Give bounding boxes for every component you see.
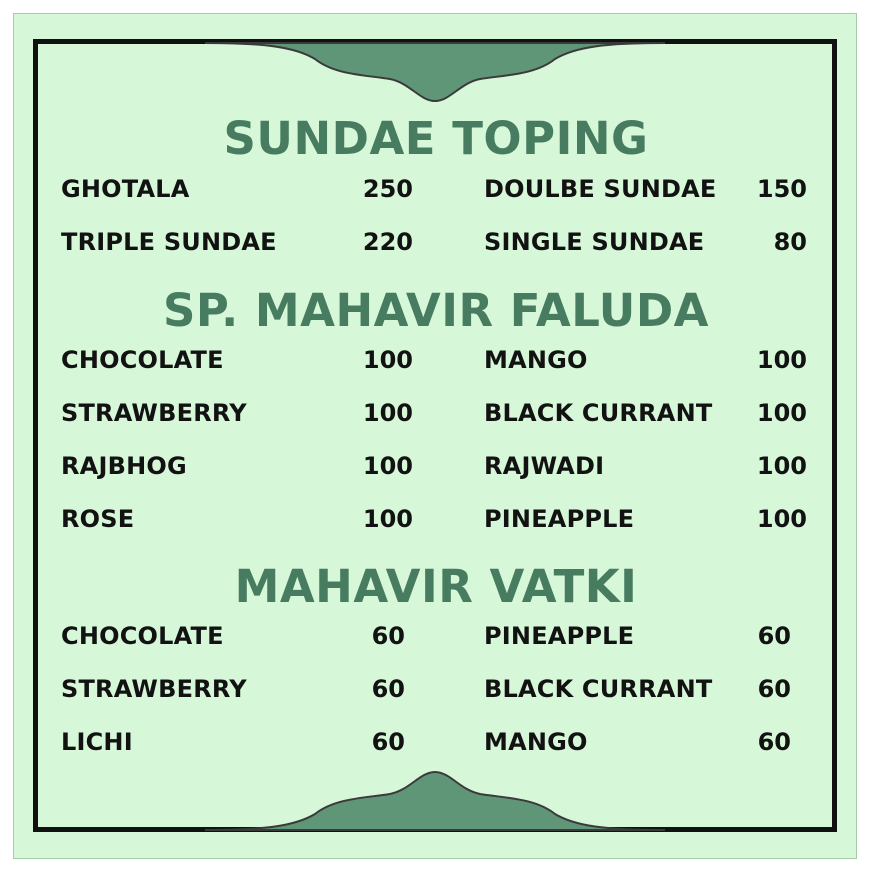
menu-item-name: MANGO [484, 346, 588, 374]
menu-item-price: 60 [757, 728, 791, 756]
menu-item-price: 60 [371, 728, 405, 756]
menu-item-name: TRIPLE SUNDAE [61, 228, 277, 256]
menu-item-price: 100 [756, 452, 807, 480]
menu-item-name: PINEAPPLE [484, 622, 635, 650]
menu-item-name: RAJWADI [484, 452, 605, 480]
menu-item-name: STRAWBERRY [61, 399, 247, 427]
menu-item-name: DOULBE SUNDAE [484, 175, 717, 203]
menu-item-price: 100 [362, 452, 413, 480]
menu-item-name: MANGO [484, 728, 588, 756]
section-title-sp-mahavir-faluda: SP. MAHAVIR FALUDA [162, 284, 709, 337]
menu-item-name: RAJBHOG [61, 452, 187, 480]
menu-item-price: 100 [756, 346, 807, 374]
menu-item-price: 250 [362, 175, 413, 203]
menu-item-price: 60 [371, 622, 405, 650]
menu-item-name: BLACK CURRANT [484, 399, 713, 427]
menu-item-name: PINEAPPLE [484, 505, 635, 533]
menu-item-price: 80 [773, 228, 807, 256]
top-wave-ornament [205, 41, 665, 105]
bottom-wave-ornament [205, 768, 665, 832]
section-title-sundae-toping: SUNDAE TOPING [223, 112, 649, 165]
menu-item-price: 100 [362, 346, 413, 374]
menu-item-price: 60 [757, 622, 791, 650]
menu-item-price: 100 [756, 399, 807, 427]
menu-item-price: 150 [756, 175, 807, 203]
menu-item-name: CHOCOLATE [61, 622, 224, 650]
menu-item-name: LICHI [61, 728, 133, 756]
menu-item-price: 100 [362, 505, 413, 533]
menu-item-name: STRAWBERRY [61, 675, 247, 703]
menu-item-name: SINGLE SUNDAE [484, 228, 705, 256]
section-title-mahavir-vatki: MAHAVIR VATKI [234, 560, 638, 613]
menu-item-price: 220 [362, 228, 413, 256]
menu-item-name: ROSE [61, 505, 135, 533]
menu-item-name: BLACK CURRANT [484, 675, 713, 703]
menu-item-price: 60 [757, 675, 791, 703]
menu-item-price: 60 [371, 675, 405, 703]
menu-item-price: 100 [362, 399, 413, 427]
menu-item-name: GHOTALA [61, 175, 190, 203]
menu-item-name: CHOCOLATE [61, 346, 224, 374]
menu-item-price: 100 [756, 505, 807, 533]
